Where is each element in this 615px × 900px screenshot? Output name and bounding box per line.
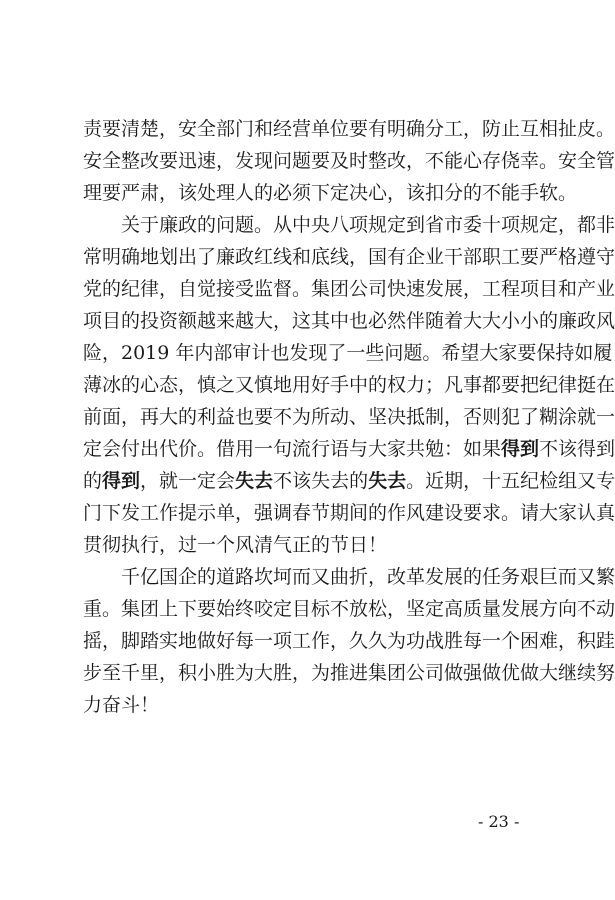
emphasis-text: 得到: [501, 438, 540, 460]
line-text-segment: ，就一定会: [140, 470, 236, 492]
emphasis-text: 失去: [368, 470, 407, 492]
line-text-segment: 的: [83, 470, 103, 492]
paragraph-3-line-5: 力奋斗！: [83, 694, 160, 716]
page-number: - 23 -: [478, 812, 520, 831]
paragraph-3-line-1: 千亿国企的道路坎坷而又曲折，改革发展的任务艰巨而又繁: [121, 566, 615, 588]
paragraph-2-line-6: 薄冰的心态，慎之又慎地用好手中的权力；凡事都要把纪律挺在: [83, 374, 615, 396]
paragraph-2-line-1: 关于廉政的问题。从中央八项规定到省市委十项规定，都非: [121, 214, 615, 236]
emphasis-text: 失去: [235, 470, 274, 492]
line-text-segment: 定会付出代价。借用一句流行语与大家共勉：如果: [83, 438, 502, 460]
paragraph-2-line-7: 前面，再大的利益也要不为所动、坚决抵制，否则犯了糊涂就一: [83, 406, 615, 428]
paragraph-3-line-2: 重。集团上下要始终咬定目标不放松，坚定高质量发展方向不动: [83, 598, 615, 620]
paragraph-2-line-3: 党的纪律，自觉接受监督。集团公司快速发展，工程项目和产业: [83, 278, 615, 300]
line-text-segment: 不该失去的: [273, 470, 369, 492]
paragraph-3-line-4: 步至千里，积小胜为大胜，为推进集团公司做强做优做大继续努: [83, 662, 615, 684]
emphasis-text: 得到: [102, 470, 141, 492]
paragraph-1-line-2: 安全整改要迅速，发现问题要及时整改，不能心存侥幸。安全管: [83, 150, 615, 172]
paragraph-2-line-9: [83, 469, 615, 493]
paragraph-2-line-10: 门下发工作提示单，强调春节期间的作风建设要求。请大家认真: [83, 502, 615, 524]
paragraph-2-line-2: 常明确地划出了廉政红线和底线，国有企业干部职工要严格遵守: [83, 246, 615, 268]
paragraph-1-line-1: 责要清楚，安全部门和经营单位要有明确分工，防止互相扯皮。: [83, 118, 615, 140]
paragraph-2-line-5: 险，2019 年内部审计也发现了一些问题。希望大家要保持如履: [83, 342, 613, 364]
paragraph-2-line-8: [83, 437, 615, 461]
line-text-segment: 不该得到: [539, 438, 615, 460]
paragraph-3-line-3: 摇，脚踏实地做好每一项工作，久久为功战胜每一个困难，积跬: [83, 630, 615, 652]
paragraph-2-line-4: 项目的投资额越来越大，这其中也必然伴随着大大小小的廉政风: [83, 310, 615, 332]
line-text-segment: 。近期，十五纪检组又专: [406, 470, 615, 492]
paragraph-2-line-11: 贯彻执行，过一个风清气正的节日！: [83, 534, 388, 556]
paragraph-1-line-3: 理要严肃，该处理人的必须下定决心，该扣分的不能手软。: [83, 182, 578, 204]
